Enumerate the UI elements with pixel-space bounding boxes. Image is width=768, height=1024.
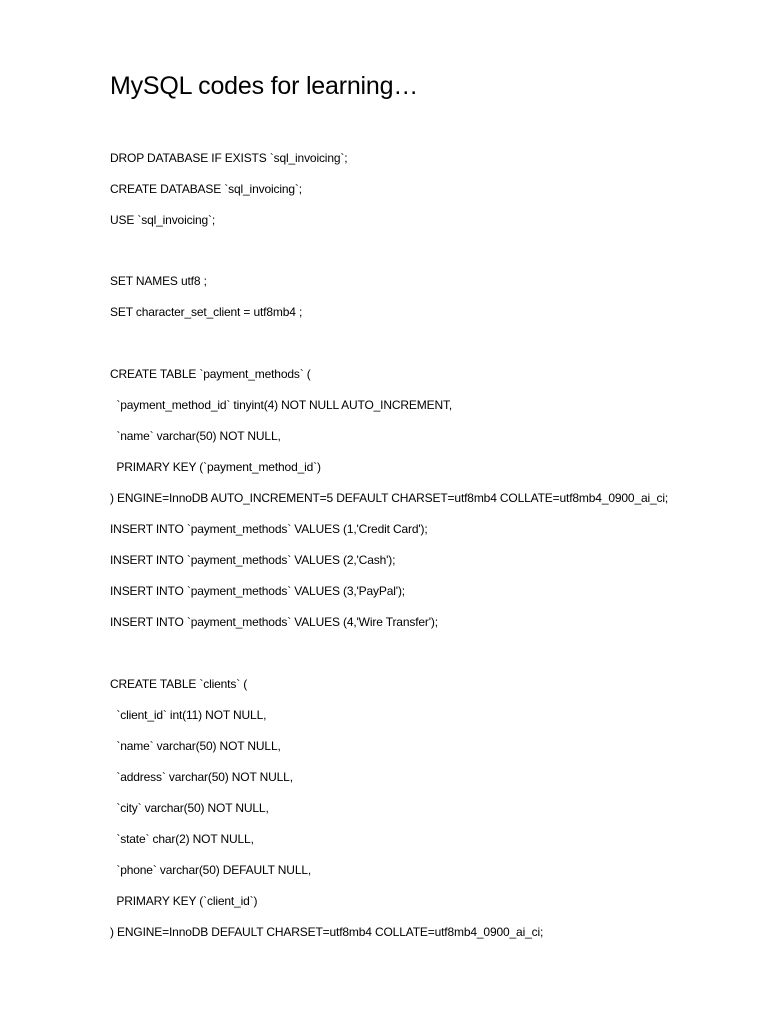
code-line: `payment_method_id` tinyint(4) NOT NULL AUTO_INCREMENT, — [110, 398, 453, 412]
code-line: CREATE TABLE `payment_methods` ( — [110, 367, 311, 381]
code-line: SET NAMES utf8 ; — [110, 274, 207, 288]
code-line: CREATE DATABASE `sql_invoicing`; — [110, 182, 302, 196]
code-line: ) ENGINE=InnoDB AUTO_INCREMENT=5 DEFAULT CHARSET=utf8mb4 COLLATE=utf8mb4_0900_ai_ci; — [110, 491, 669, 505]
code-line: INSERT INTO `payment_methods` VALUES (3,'PayPal'); — [110, 584, 405, 598]
code-line: CREATE TABLE `clients` ( — [110, 677, 248, 691]
code-line: INSERT INTO `payment_methods` VALUES (1,'Credit Card'); — [110, 522, 428, 536]
code-line: `address` varchar(50) NOT NULL, — [110, 770, 293, 784]
code-line: `name` varchar(50) NOT NULL, — [110, 739, 281, 753]
document-title: MySQL codes for learning… — [110, 72, 419, 100]
code-line: USE `sql_invoicing`; — [110, 213, 216, 227]
code-line: PRIMARY KEY (`payment_method_id`) — [110, 460, 321, 474]
code-line: `state` char(2) NOT NULL, — [110, 832, 254, 846]
code-line: `name` varchar(50) NOT NULL, — [110, 429, 281, 443]
code-line: `city` varchar(50) NOT NULL, — [110, 801, 269, 815]
code-line: PRIMARY KEY (`client_id`) — [110, 894, 258, 908]
code-line: SET character_set_client = utf8mb4 ; — [110, 305, 303, 319]
code-line: INSERT INTO `payment_methods` VALUES (2,'Cash'); — [110, 553, 396, 567]
code-line: `phone` varchar(50) DEFAULT NULL, — [110, 863, 312, 877]
code-line: `client_id` int(11) NOT NULL, — [110, 708, 267, 722]
code-line: ) ENGINE=InnoDB DEFAULT CHARSET=utf8mb4 COLLATE=utf8mb4_0900_ai_ci; — [110, 925, 544, 939]
code-line: DROP DATABASE IF EXISTS `sql_invoicing`; — [110, 151, 348, 165]
code-line: INSERT INTO `payment_methods` VALUES (4,'Wire Transfer'); — [110, 615, 438, 629]
